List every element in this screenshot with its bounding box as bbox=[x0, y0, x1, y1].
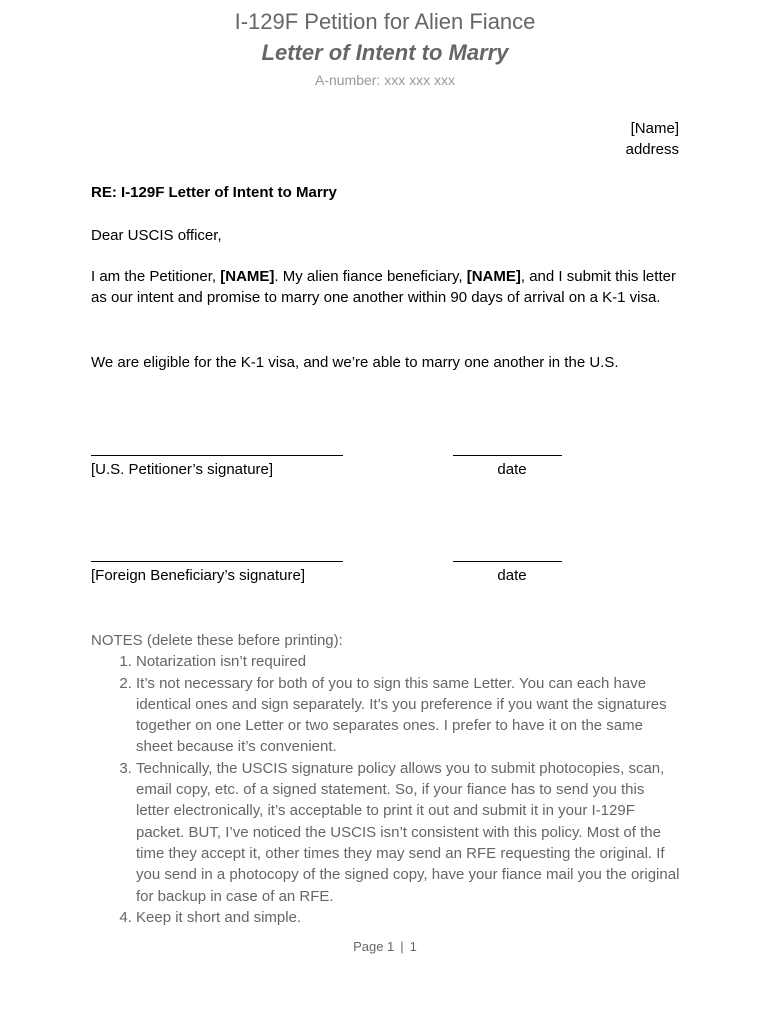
petitioner-date-line bbox=[453, 455, 562, 456]
petitioner-signature-line bbox=[91, 455, 343, 456]
beneficiary-name-placeholder: [NAME] bbox=[466, 268, 521, 285]
page-total: 1 bbox=[409, 939, 417, 954]
notes-list bbox=[91, 651, 681, 928]
beneficiary-date-label: date bbox=[497, 567, 527, 584]
beneficiary-signature-line bbox=[91, 561, 343, 562]
beneficiary-signature-label: [Foreign Beneficiary’s signature] bbox=[91, 567, 305, 584]
note-item: 3. Technically, the USCIS signature policy allows you to submit photocopies, scan, email copy, etc. of a signed statement. So, if your fiance has to send you this letter electronically, it’s acceptable to print it out and submit it in your I-129F packet. BUT, I’ve noticed the USCIS isn’t consistent with this policy. Most of the time they accept it, other times they may send an RFE requesting the original. If you send in a photocopy of the signed copy, have your fiance mail you the original for backup in case of an RFE. bbox=[136, 758, 681, 907]
beneficiary-date-line bbox=[453, 561, 562, 562]
sender-address: address bbox=[625, 141, 679, 158]
notes-title: NOTES (delete these before printing): bbox=[91, 632, 343, 649]
page-label: Page 1 bbox=[353, 939, 395, 954]
note-item: 2. It’s not necessary for both of you to sign this same Letter. You can each have identical ones and sign separately. It’s you preference if you want the signatures together on one Letter or two separates ones. I prefer to have it on the same sheet because it’s convenient. bbox=[136, 673, 681, 758]
petitioner-date-label: date bbox=[497, 461, 527, 478]
body-paragraph-2: We are eligible for the K-1 visa, and we’re able to marry one another in the U.S. bbox=[91, 354, 619, 371]
notes-section bbox=[91, 630, 681, 928]
page-footer bbox=[0, 938, 770, 956]
body1-text-3: , and I submit this letter as our intent and promise to marry one another within 90 days of arrival on a K-1 visa. bbox=[91, 268, 676, 306]
page-separator: | bbox=[400, 939, 404, 954]
petitioner-signature-label: [U.S. Petitioner’s signature] bbox=[91, 461, 274, 478]
note-item: 4. Keep it short and simple. bbox=[136, 907, 681, 928]
body1-text-1: I am the Petitioner, bbox=[91, 268, 221, 285]
body1-text-2: . My alien fiance beneficiary, bbox=[274, 268, 467, 285]
document-title: I-129F Petition for Alien Fiance bbox=[234, 9, 536, 34]
note-item: 1. Notarization isn’t required bbox=[136, 651, 681, 672]
subject-line: RE: I-129F Letter of Intent to Marry bbox=[91, 184, 337, 201]
sender-name: [Name] bbox=[630, 120, 679, 137]
petitioner-name-placeholder: [NAME] bbox=[220, 268, 275, 285]
body-paragraph-1 bbox=[91, 266, 681, 308]
document-subtitle: Letter of Intent to Marry bbox=[261, 40, 509, 65]
a-number: A-number: xxx xxx xxx bbox=[314, 72, 456, 88]
sender-block bbox=[626, 118, 679, 160]
greeting: Dear USCIS officer, bbox=[91, 227, 222, 244]
